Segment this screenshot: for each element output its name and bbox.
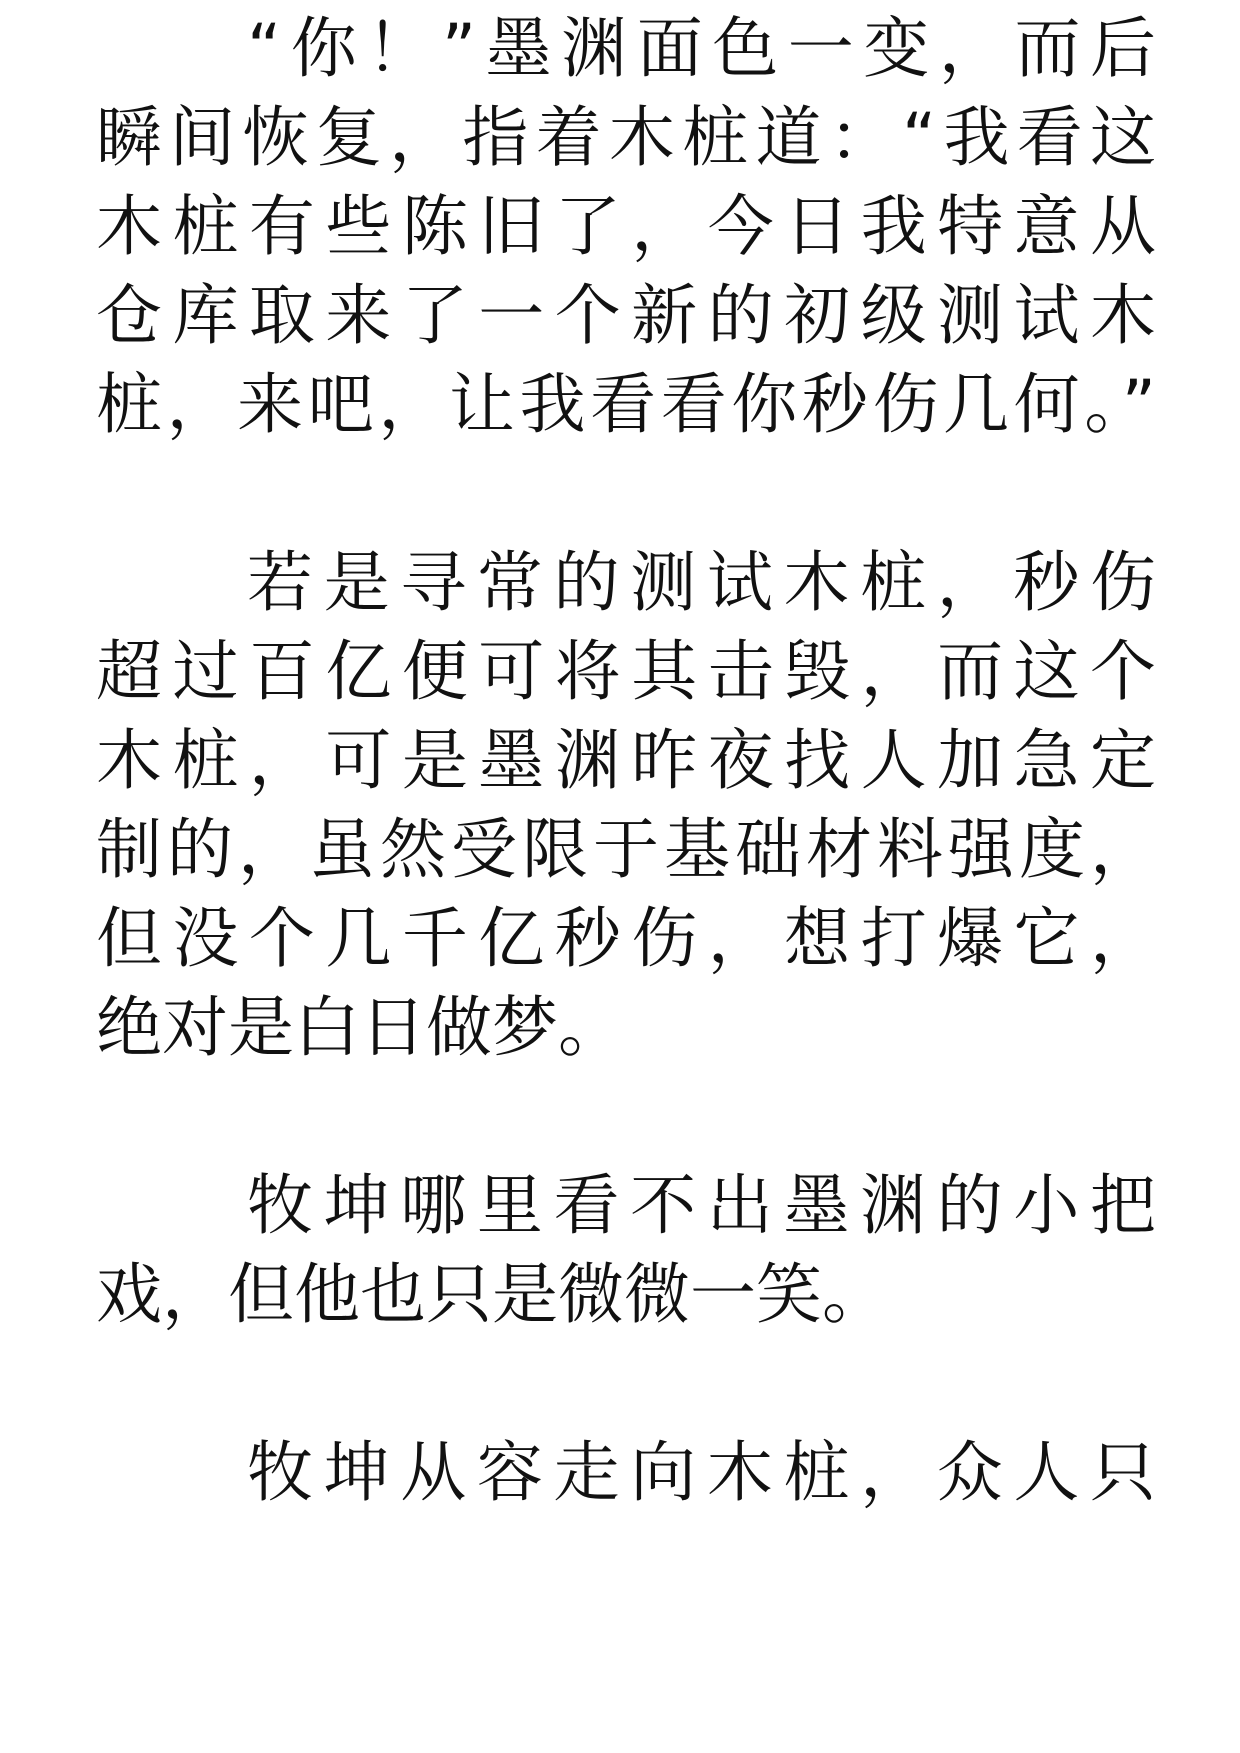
paragraph-line: 木桩，可是墨渊昨夜找人加急定: [96, 722, 1156, 799]
paragraph-line: 牧坤从容走向木桩，众人只: [247, 1434, 1156, 1511]
paragraph-2: [96, 538, 1156, 1072]
paragraph-spacer: [96, 1339, 1156, 1428]
paragraph-line: 木桩有些陈旧了，今日我特意从: [96, 188, 1156, 265]
paragraph-line: 瞬间恢复，指着木桩道：“我看这: [96, 99, 1156, 176]
paragraph-spacer: [96, 449, 1156, 538]
paragraph-line: “你！”墨渊面色一变，而后: [247, 10, 1156, 87]
paragraph-line: 桩，来吧，让我看看你秒伤几何。”: [96, 366, 1156, 443]
paragraph-line: 超过百亿便可将其击毁，而这个: [96, 633, 1156, 710]
paragraph-line: 仓库取来了一个新的初级测试木: [96, 277, 1156, 354]
paragraph-line: 牧坤哪里看不出墨渊的小把: [247, 1167, 1156, 1244]
paragraph-line: 绝对是白日做梦。: [96, 989, 624, 1066]
paragraph-line: 戏，但他也只是微微一笑。: [96, 1256, 888, 1333]
paragraph-3: [96, 1161, 1156, 1339]
paragraph-1: [96, 4, 1156, 449]
text-column: [96, 4, 1156, 1517]
paragraph-line: 若是寻常的测试木桩，秒伤: [247, 544, 1156, 621]
paragraph-line: 但没个几千亿秒伤，想打爆它，: [96, 900, 1156, 977]
paragraph-line: 制的，虽然受限于基础材料强度，: [96, 811, 1156, 888]
paragraph-spacer: [96, 1072, 1156, 1161]
paragraph-4: [96, 1428, 1156, 1517]
